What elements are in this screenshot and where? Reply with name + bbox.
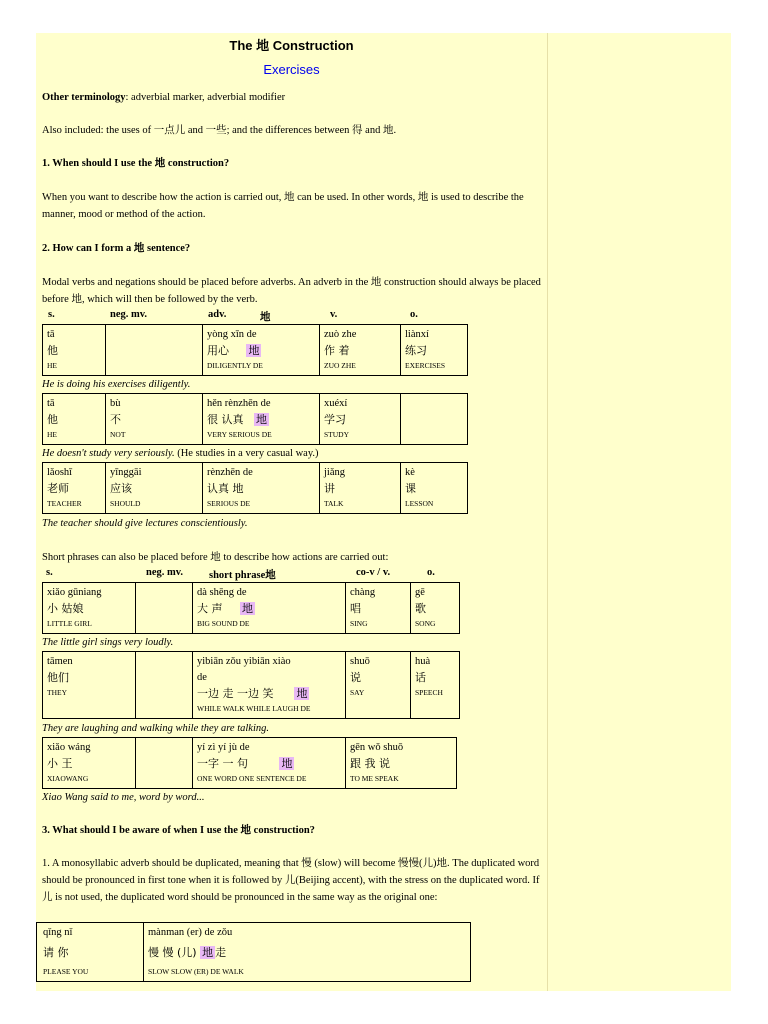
cell-negation [136,583,193,634]
cell-adverb: hěn rènzhēn de 很 认真 地 VERY SERIOUS DE [203,394,320,445]
example-table-2 [42,393,468,445]
cell-adverb: yòng xīn de 用心 地 DILIGENTLY DE [203,325,320,376]
cell-verb: chàng 唱 SING [346,583,411,634]
header-negation: neg. mv. [146,567,184,578]
example-table-6 [42,737,457,789]
header-subject: s. [48,309,55,320]
cell-adverb: rènzhēn de 认真 地 SERIOUS DE [203,463,320,514]
cell-short-phrase: yibiān zǒu yibiān xiào de 一边 走 一边 笑 地 WHILE WALK WHILE LAUGH DE [193,652,346,719]
di-highlight: 地 [256,413,267,426]
cell-short-phrase: dà shēng de 大 声 地 BIG SOUND DE [193,583,346,634]
di-highlight: 地 [296,687,308,700]
translation-2: He doesn't study very seriously. (He studies in a very casual way.) [42,448,319,459]
example-table-1 [42,324,468,376]
cell-verb: shuō 说 SAY [346,652,411,719]
example-table-3 [42,462,468,514]
also-included-text: Also included: the uses of 一点儿 and 一些; and the differences between 得 and 地. [42,125,397,136]
header-subject: s. [46,567,53,578]
cell-object: huà 话 SPEECH [411,652,460,719]
q2-heading: 2. How can I form a 地 sentence? [42,243,191,254]
di-highlight: 地 [241,602,253,615]
q3-body: 1. A monosyllabic adverb should be duplicated, meaning that 慢 (slow) will become 慢慢(儿)地. The duplicated word should be pronounced in first tone when it is followed by 儿(Beijing accent), with the stress on the duplicated word. If 儿 is not used, the duplicated word should be pronounced in the same way as the original one: [42,858,540,903]
cell-verb: zuò zhe 作 着 ZUO ZHE [320,325,401,376]
example-table-7 [36,922,471,982]
cell-subject: tā 他 HE [43,325,106,376]
cell-coverb-verb: gēn wǒ shuō 跟 我 说 TO ME SPEAK [346,738,457,789]
di-highlight: 地 [248,344,260,357]
cell-adverb-verb: mànman (er) de zǒu 慢 慢 (儿) 地 走 SLOW SLOW (ER) DE WALK [144,923,471,982]
header-object: o. [410,309,418,320]
translation-6: Xiao Wang said to me, word by word... [42,792,205,803]
exercises-link[interactable]: Exercises [263,62,320,77]
cell-subject-verb: qǐng nǐ 请 你 PLEASE YOU [37,923,144,982]
cell-negation [136,738,193,789]
page-title: The 地 Construction [229,38,354,53]
cell-object: liànxí 练习 EXERCISES [401,325,468,376]
di-highlight: 地 [281,757,293,770]
header-di: 地 [260,312,271,323]
cell-modal: yīnggāi 应该 SHOULD [106,463,203,514]
header-adverb: adv. [208,309,227,320]
terminology-line [42,89,546,106]
cell-negation [136,652,193,719]
cell-object: gē 歌 SONG [411,583,460,634]
header-short-phrase: short phrase地 [209,570,276,581]
cell-subject: lǎoshī 老师 TEACHER [43,463,106,514]
document-column [36,33,548,991]
q2-body: Modal verbs and negations should be placed before adverbs. An adverb in the 地 construction should always be placed before 地, which will then be followed by the verb. [42,277,541,305]
header-coverb: co-v / v. [356,567,391,578]
header-negation: neg. mv. [110,309,148,320]
q1-body: When you want to describe how the action is carried out, 地 can be used. In other words, 地 is used to describe the manner, mood or method of the action. [42,192,524,220]
example-table-4 [42,582,460,634]
cell-short-phrase: yí zì yí jù de 一字 一 句 地 ONE WORD ONE SENTENCE DE [193,738,346,789]
cell-subject: xiǎo wáng 小 王 XIAOWANG [43,738,136,789]
cell-subject: tāmen 他们 THEY [43,652,136,719]
cell-subject: tā 他 HE [43,394,106,445]
translation-4: The little girl sings very loudly. [42,637,174,648]
terminology-label: Other terminology [42,92,126,103]
q1-heading: 1. When should I use the 地 construction? [42,158,230,169]
short-phrases-text: Short phrases can also be placed before 地 to describe how actions are carried out: [42,552,389,563]
q3-heading: 3. What should I be aware of when I use the 地 construction? [42,825,315,836]
cell-subject: xiǎo gūniang 小 姑娘 LITTLE GIRL [43,583,136,634]
terminology-text: : adverbial marker, adverbial modifier [125,92,286,103]
di-highlight: 地 [202,946,214,959]
header-verb: v. [330,309,338,320]
cell-negation [106,325,203,376]
example-table-5 [42,651,460,719]
cell-object: kè 课 LESSON [401,463,468,514]
cell-negation: bù 不 NOT [106,394,203,445]
translation-5: They are laughing and walking while they are talking. [42,723,269,734]
cell-verb: xuéxí 学习 STUDY [320,394,401,445]
cell-object [401,394,468,445]
translation-1: He is doing his exercises diligently. [42,379,191,390]
cell-verb: jiǎng 讲 TALK [320,463,401,514]
translation-3: The teacher should give lectures conscientiously. [42,518,248,529]
header-object: o. [427,567,435,578]
